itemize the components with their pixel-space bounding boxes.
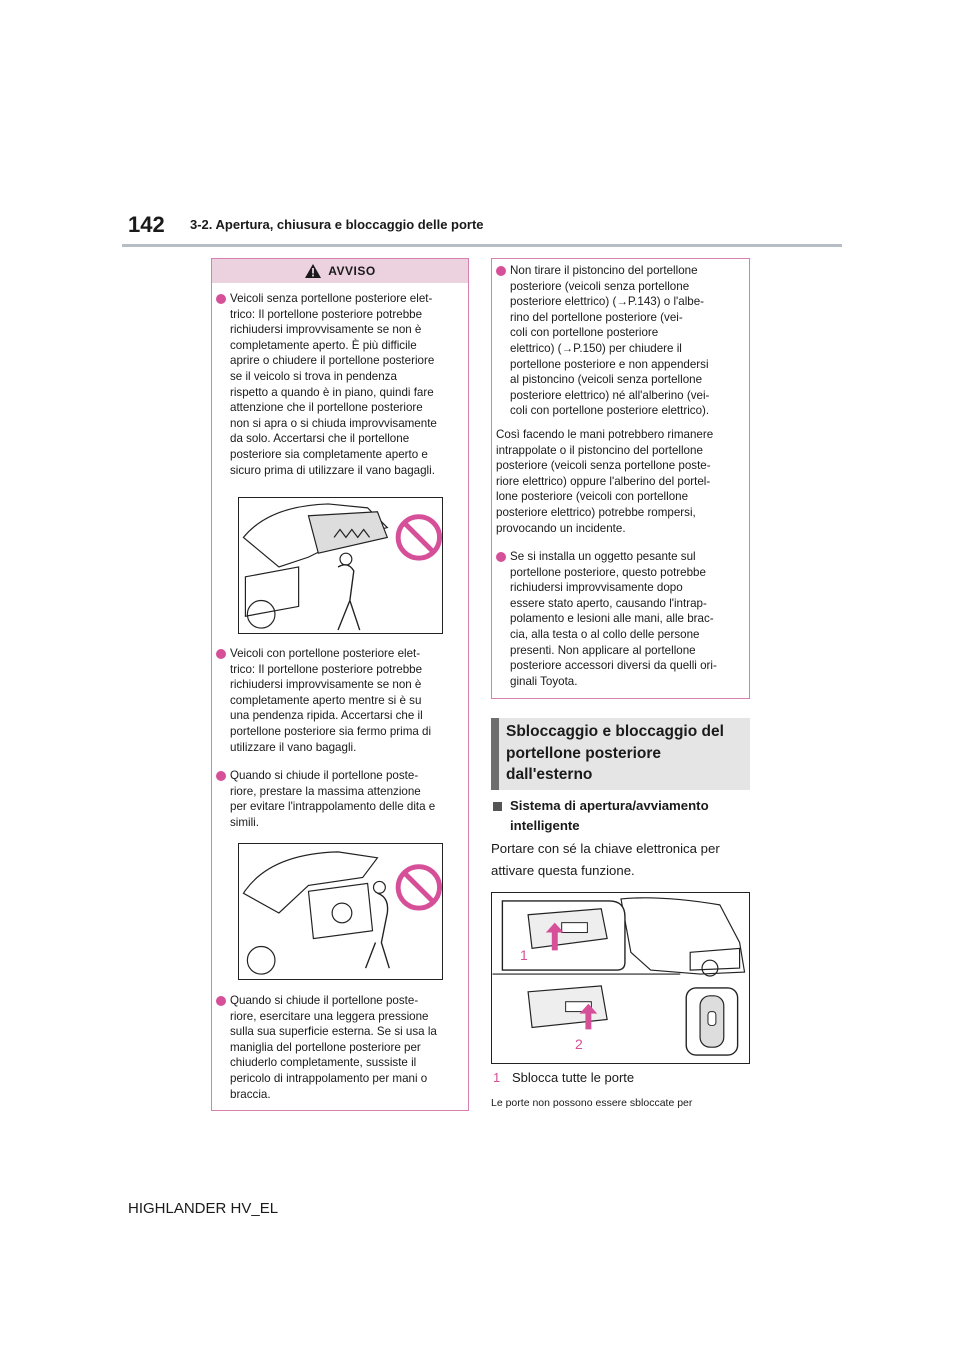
body-paragraph: Portare con sé la chiave elettronica per attivare questa funzione. [491, 841, 720, 878]
callout-2: 2 [575, 1036, 583, 1052]
page-number: 142 [128, 212, 165, 237]
note-text: Le porte non possono essere sbloccate per [491, 1097, 693, 1109]
callout-1: 1 [520, 947, 528, 963]
tailgate-pinch-illustration [238, 843, 443, 980]
bullet-icon [496, 552, 506, 562]
tailgate-warning-illustration [238, 497, 443, 634]
step-text: Sblocca tutte le porte [512, 1070, 635, 1085]
warning-continuation: Così facendo le mani potrebbero rimanere intrappolate o il pistoncino del portellone posteriore (veicoli senza portellone poste- riore elettrico) oppure l'alberino del portel- lone posteriore (veicoli con portellone posteriore elettrico) potrebbe rompersi, provocando un incidente. [496, 428, 714, 535]
warning-item: Se si installa un oggetto pesante sul portellone posteriore, questo potrebbe richiudersi improvvisamente dopo essere stato aperto, causando l'intrap- polamento e lesioni alle mani, alle brac- cia, alla testa o al collo delle persone presenti. Non applicare al portellone posteriore accessori diversi da quelli ori- ginali Toyota. [496, 549, 747, 689]
bullet-icon [216, 771, 226, 781]
warning-item: Veicoli senza portellone posteriore elet- trico: Il portellone posteriore potrebbe richiudersi improvvisamente se non è completamente aperto. È più difficile aprire o chiudere il portellone posteriore se il veicolo si trova in pendenza rispetto a quando è in piano, quindi fare attenzione che il portellone posteriore non si apra o si chiuda improvvisamente da solo. Accertarsi che il portellone posteriore sia completamente aperto e sicuro prima di utilizzare il vano bagagli. [216, 291, 466, 478]
bullet-icon [216, 294, 226, 304]
subheading-square-icon [493, 802, 502, 811]
warning-item: Quando si chiude il portellone poste- riore, prestare la massima attenzione per evitare l'intrappolamento delle dita e simili. [216, 768, 466, 830]
header-divider [122, 244, 842, 247]
warning-triangle-icon [304, 263, 322, 279]
footer-model: HIGHLANDER HV_EL [128, 1200, 279, 1217]
warning-item: Veicoli con portellone posteriore elet- trico: Il portellone posteriore potrebbe richiudersi improvvisamente se non è completamente aperto mentre si è su una pendenza ripida. Accertarsi che il portellone posteriore sia fermo prima di utilizzare il vano bagagli. [216, 646, 466, 755]
warning-header [212, 259, 468, 283]
door-handle-key-illustration [491, 892, 750, 1064]
subsection-heading: Sistema di apertura/avviamento intelligente [510, 798, 709, 833]
warning-box-right [491, 258, 750, 699]
section-banner-title: Sbloccaggio e bloccaggio del portellone posteriore dall'esterno [506, 723, 724, 783]
warning-item: Non tirare il pistoncino del portellone posteriore (veicoli senza portellone posteriore elettrico) (→P.143) o l'albe- rino del portellone posteriore (vei- coli con portellone posteriore elettrico) (→P.150) per chiudere il portellone posteriore e non appendersi al pistoncino (veicoli senza portellone posteriore elettrico) né all'alberino (vei- coli con portellone posteriore elettrico). [496, 263, 747, 419]
bullet-icon [496, 266, 506, 276]
bullet-icon [216, 649, 226, 659]
warning-title: AVVISO [328, 264, 376, 278]
warning-item: Quando si chiude il portellone poste- riore, esercitare una leggera pressione sulla sua superficie esterna. Se si usa la maniglia del portellone posteriore per chiuderlo completamente, sussiste il pericolo di intrappolamento per mani o braccia. [216, 993, 466, 1102]
bullet-icon [216, 996, 226, 1006]
step-number: 1 [493, 1070, 501, 1085]
section-banner-bar [491, 718, 499, 790]
section-title: 3-2. Apertura, chiusura e bloccaggio delle porte [190, 217, 484, 232]
warning-box-left [211, 258, 469, 1111]
